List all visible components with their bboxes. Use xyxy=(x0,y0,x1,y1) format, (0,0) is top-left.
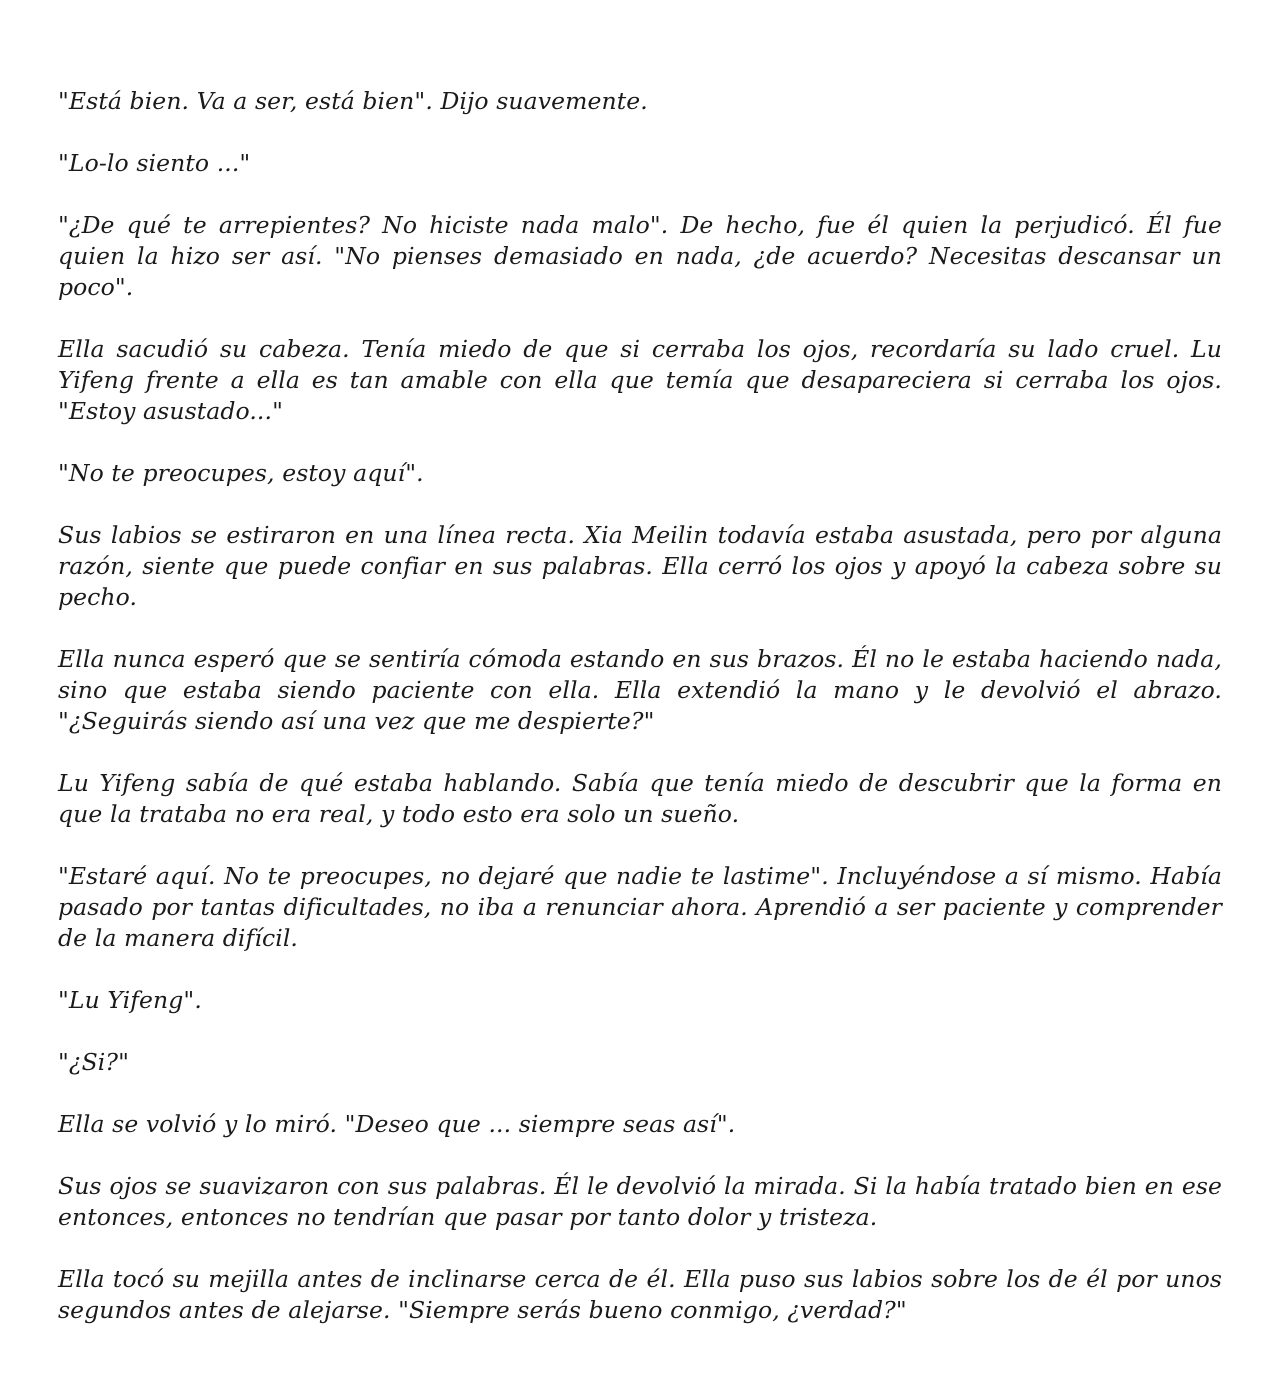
document-body xyxy=(58,86,1222,1357)
paragraph-12: Ella se volvió y lo miró. "Deseo que ... siempre seas así". xyxy=(58,1110,736,1138)
paragraph-5: "No te preocupes, estoy aquí". xyxy=(58,459,424,487)
paragraph-9: "Estaré aquí. No te preocupes, no dejaré que nadie te lastime". Incluyéndose a sí mismo. Había pasado por tantas dificultades, no iba a renunciar ahora. Aprendió a ser paciente y comprender de la manera difícil. xyxy=(58,862,1222,952)
paragraph-6: Sus labios se estiraron en una línea recta. Xia Meilin todavía estaba asustada, pero por alguna razón, siente que puede confiar en sus palabras. Ella cerró los ojos y apoyó la cabeza sobre su pecho. xyxy=(58,521,1222,611)
paragraph-14: Ella tocó su mejilla antes de inclinarse cerca de él. Ella puso sus labios sobre los de él por unos segundos antes de alejarse. "Siempre serás bueno conmigo, ¿verdad?" xyxy=(58,1265,1222,1324)
paragraph-10: "Lu Yifeng". xyxy=(58,986,202,1014)
paragraph-13: Sus ojos se suavizaron con sus palabras. Él le devolvió la mirada. Si la había tratado bien en ese entonces, entonces no tendrían que pasar por tanto dolor y tristeza. xyxy=(58,1172,1222,1231)
paragraph-8: Lu Yifeng sabía de qué estaba hablando. Sabía que tenía miedo de descubrir que la forma en que la trataba no era real, y todo esto era solo un sueño. xyxy=(58,769,1222,828)
paragraph-2: "Lo-lo siento ..." xyxy=(58,149,251,177)
paragraph-11: "¿Si?" xyxy=(58,1048,130,1076)
paragraph-4: Ella sacudió su cabeza. Tenía miedo de que si cerraba los ojos, recordaría su lado cruel. Lu Yifeng frente a ella es tan amable con ella que temía que desapareciera si cerraba los ojos. "Estoy asustado..." xyxy=(58,335,1222,425)
paragraph-3: "¿De qué te arrepientes? No hiciste nada malo". De hecho, fue él quien la perjudicó. Él fue quien la hizo ser así. "No pienses demasiado en nada, ¿de acuerdo? Necesitas descansar un poco". xyxy=(58,211,1222,301)
paragraph-1: "Está bien. Va a ser, está bien". Dijo suavemente. xyxy=(58,87,648,115)
paragraph-7: Ella nunca esperó que se sentiría cómoda estando en sus brazos. Él no le estaba haciendo nada, sino que estaba siendo paciente con ella. Ella extendió la mano y le devolvió el abrazo. "¿Seguirás siendo así una vez que me despierte?" xyxy=(58,645,1222,735)
